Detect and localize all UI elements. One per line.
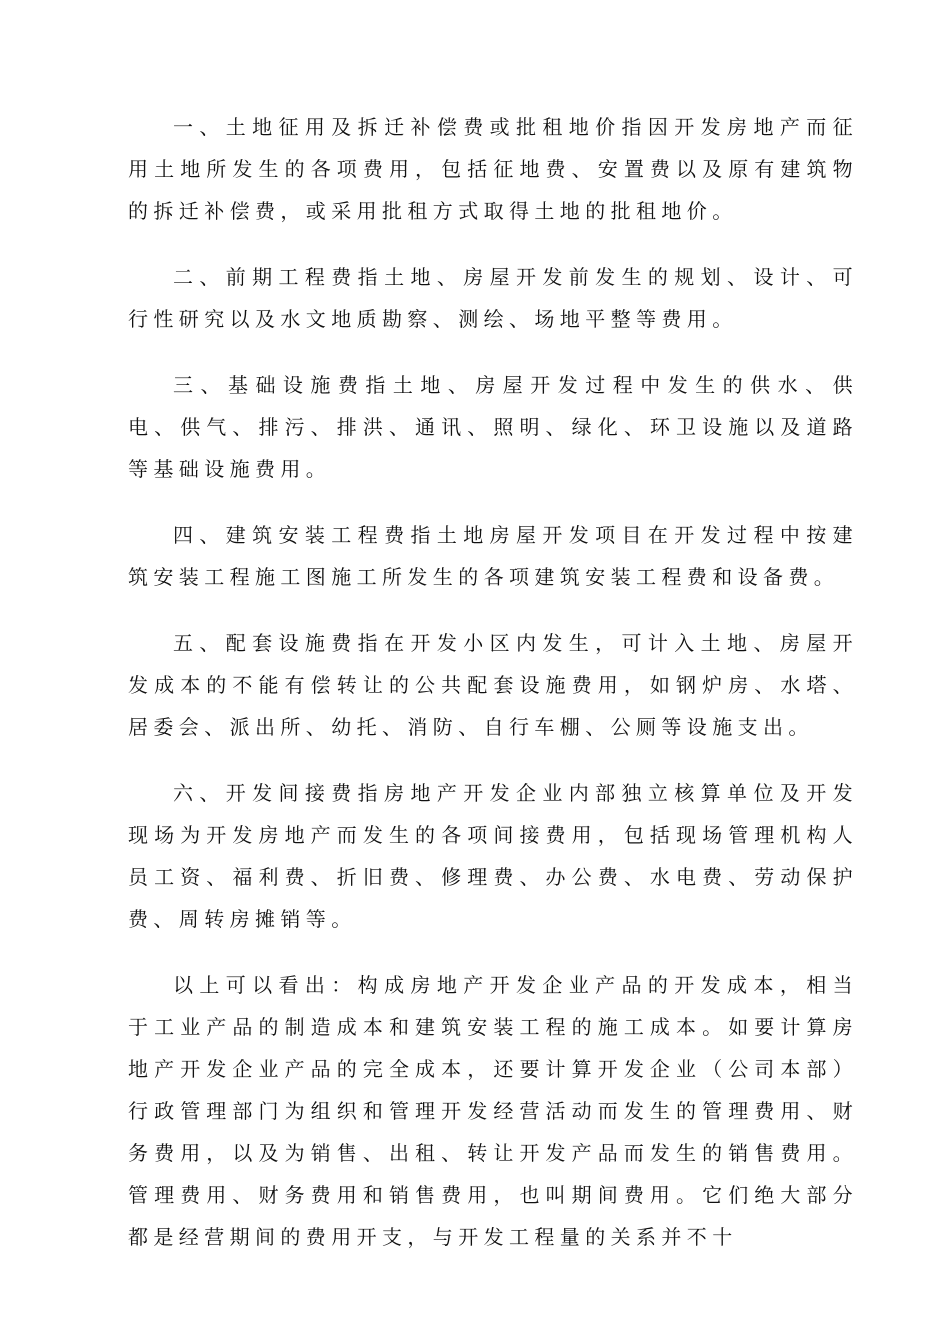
- paragraph-preliminary-engineering-cost: 二、前期工程费指土地、房屋开发前发生的规划、设计、可行性研究以及水文地质勘察、测绘、场地平整等费用。: [128, 265, 858, 331]
- paragraph-supporting-facilities-cost: 五、配套设施费指在开发小区内发生，可计入土地、房屋开发成本的不能有偿转让的公共配套设施费用，如钢炉房、水塔、居委会、派出所、幼托、消防、自行车棚、公厕等设施支出。: [128, 631, 858, 739]
- paragraph-summary: 以上可以看出：构成房地产开发企业产品的开发成本，相当于工业产品的制造成本和建筑安装工程的施工成本。如要计算房地产开发企业产品的完全成本，还要计算开发企业（公司本部）行政管理部门为组织和管理开发经营活动而发生的管理费用、财务费用，以及为销售、出租、转让开发产品而发生的销售费用。管理费用、财务费用和销售费用，也叫期间费用。它们绝大部分都是经营期间的费用开支，与开发工程量的关系并不十: [128, 973, 858, 1249]
- paragraph-construction-installation-cost: 四、建筑安装工程费指土地房屋开发项目在开发过程中按建筑安装工程施工图施工所发生的各项建筑安装工程费和设备费。: [128, 523, 858, 589]
- paragraph-indirect-development-cost: 六、开发间接费指房地产开发企业内部独立核算单位及开发现场为开发房地产而发生的各项间接费用，包括现场管理机构人员工资、福利费、折旧费、修理费、办公费、水电费、劳动保护费、周转房摊销等。: [128, 781, 858, 931]
- paragraph-infrastructure-cost: 三、基础设施费指土地、房屋开发过程中发生的供水、供电、供气、排污、排洪、通讯、照明、绿化、环卫设施以及道路等基础设施费用。: [128, 373, 858, 481]
- paragraph-land-acquisition-cost: 一、土地征用及拆迁补偿费或批租地价指因开发房地产而征用土地所发生的各项费用，包括征地费、安置费以及原有建筑物的拆迁补偿费，或采用批租方式取得土地的批租地价。: [128, 115, 858, 223]
- document-body: [128, 106, 858, 1282]
